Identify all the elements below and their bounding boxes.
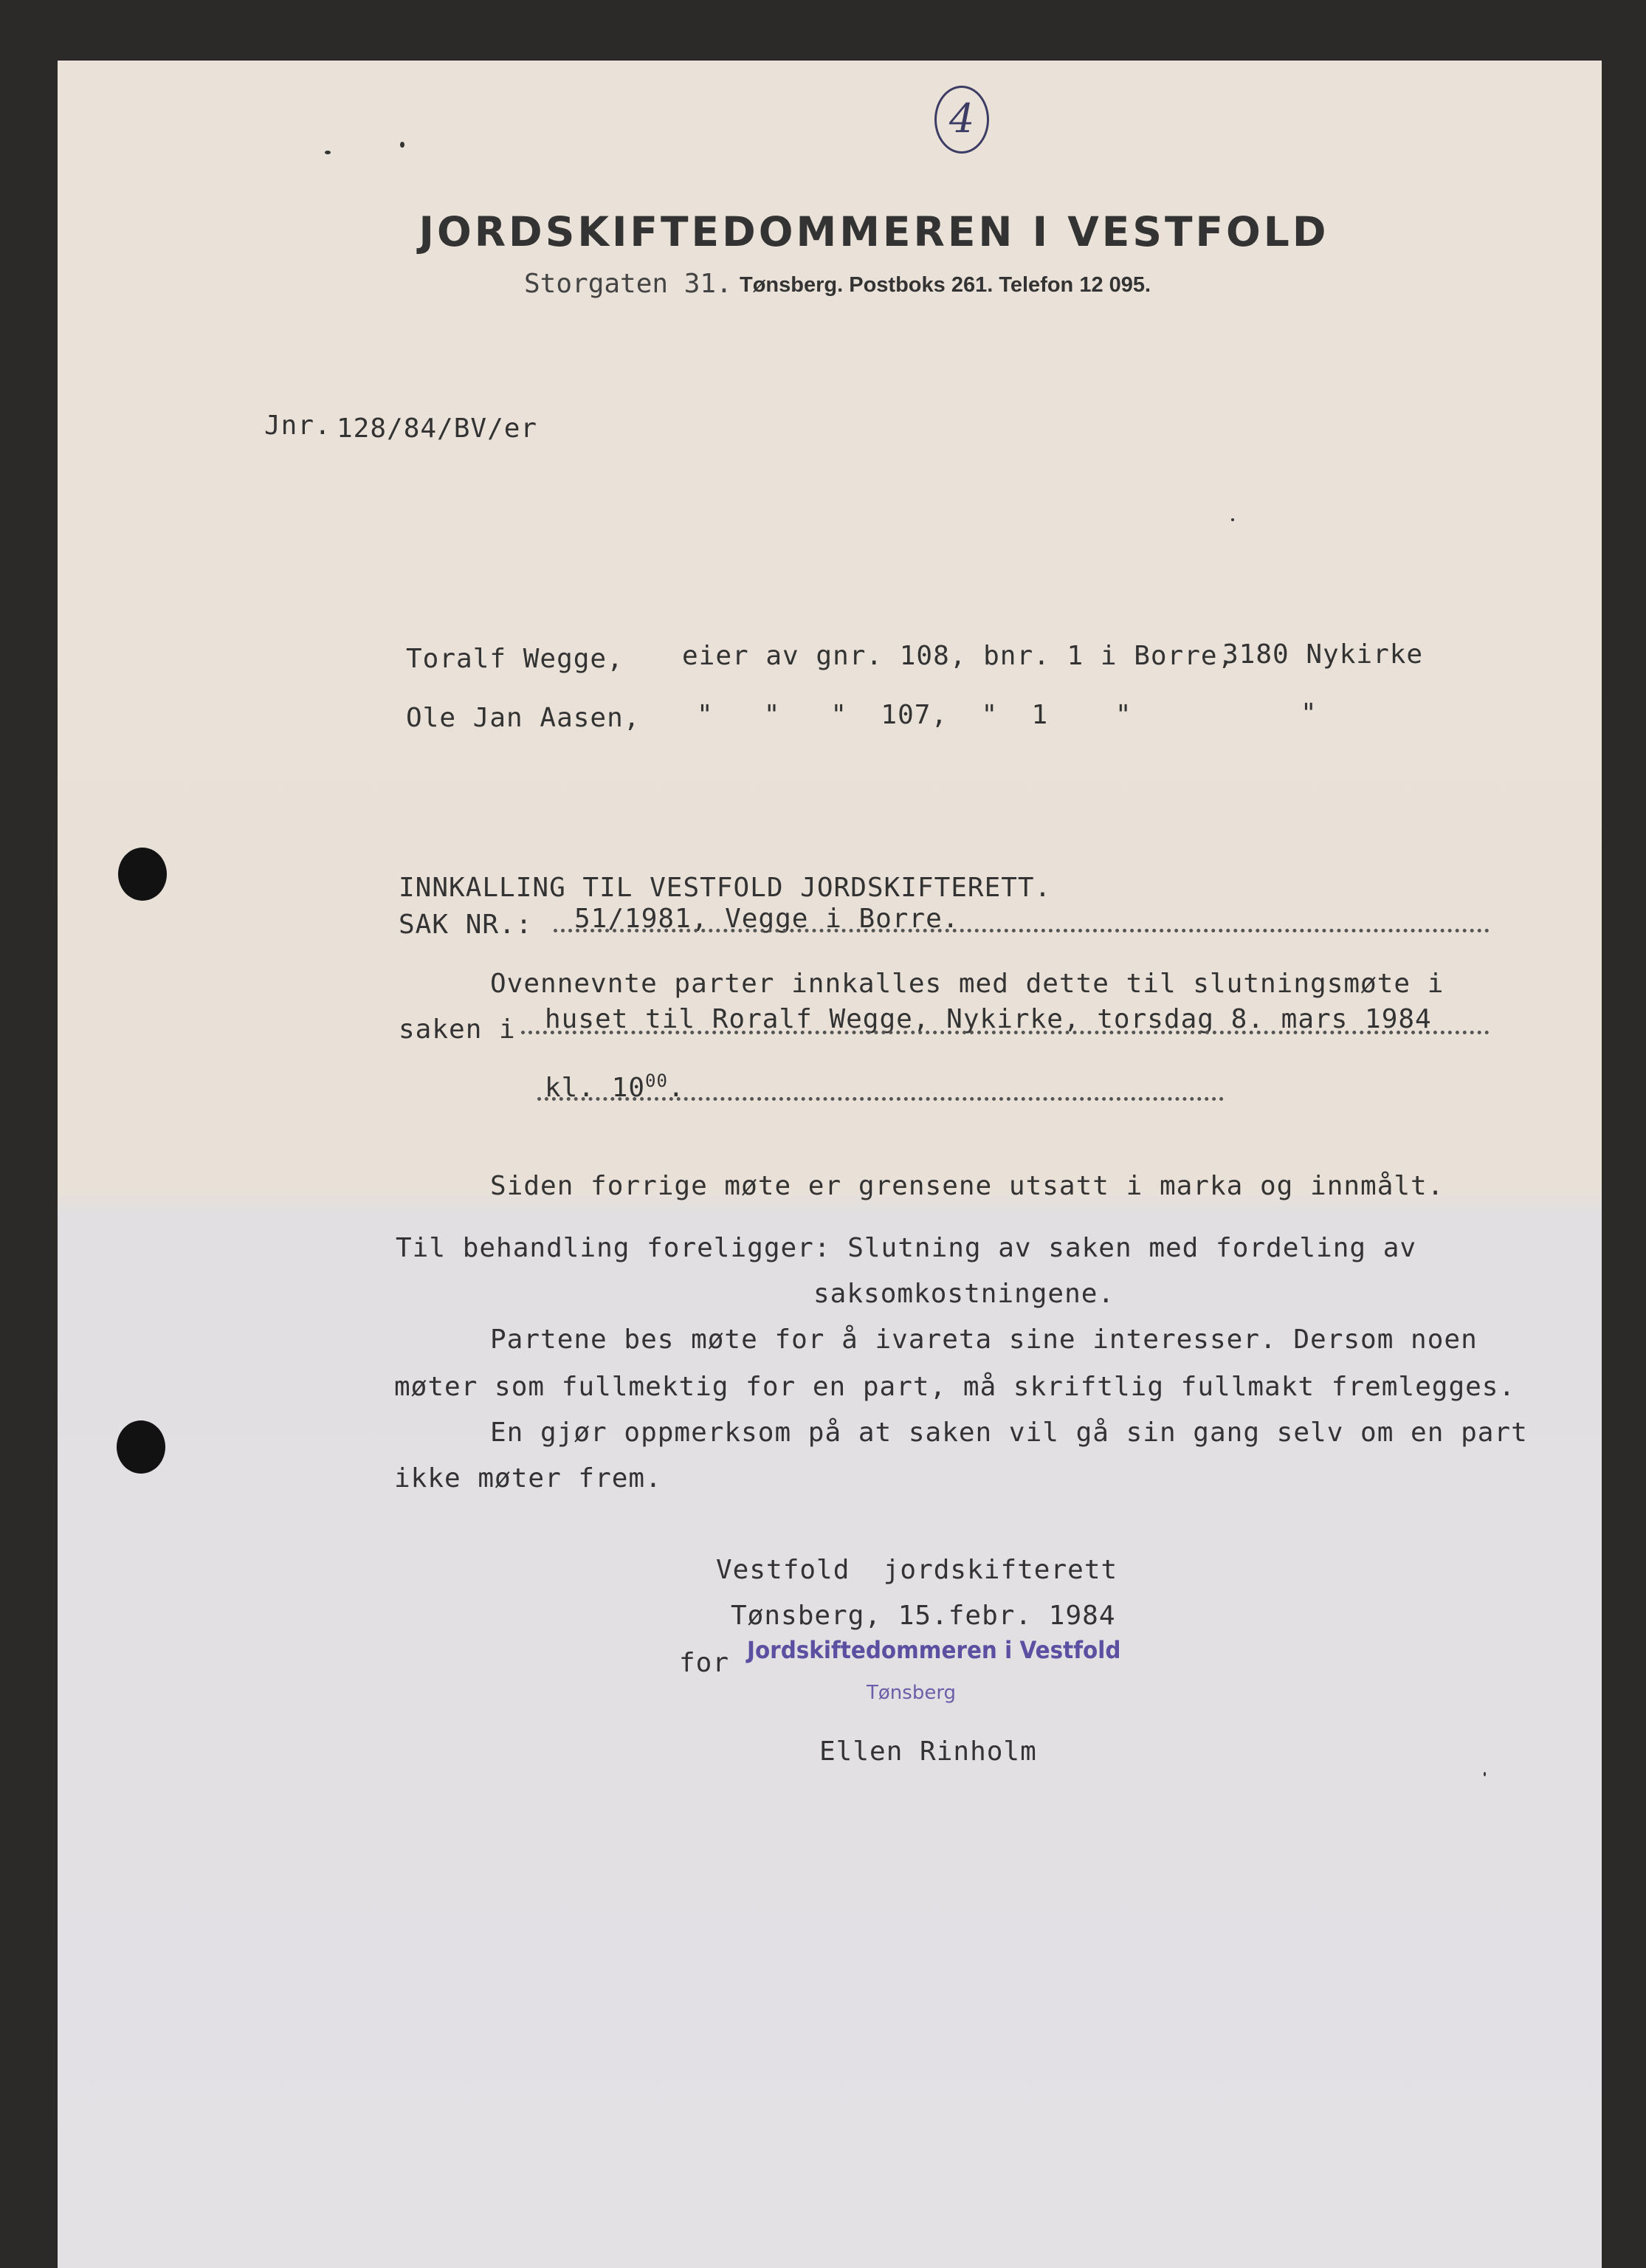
case-number: 51/1981, Vegge i Borre. [574, 904, 960, 934]
body-line: Partene bes møte for å ivareta sine interesser. Dersom noen [490, 1324, 1478, 1355]
notice-paragraph-line: Ovennevnte parter innkalles med dette til slutningsmøte i [490, 969, 1444, 999]
recipient-property: " " " 107, " 1 " [697, 700, 1132, 730]
body-line: møter som fullmektig for en part, må skriftlig fullmakt fremlegges. [394, 1372, 1516, 1402]
punch-hole-top [118, 848, 167, 901]
punch-hole-bottom [117, 1420, 165, 1474]
letterhead-street: Storgaten 31. [524, 269, 732, 299]
body-line: Til behandling foreligger: Slutning av saken med fordeling av [396, 1233, 1417, 1263]
paper-speck [325, 151, 331, 154]
dotted-fill-line [537, 1097, 1224, 1101]
paper-speck [1231, 518, 1234, 521]
recipient-property: eier av gnr. 108, bnr. 1 i Borre, [682, 641, 1235, 671]
journal-number: 128/84/BV/er [337, 413, 538, 444]
circled-page-number: 4 [934, 86, 989, 154]
dotted-fill-line [554, 929, 1490, 932]
signer-name: Ellen Rinholm [819, 1736, 1037, 1767]
notice-paragraph-prefix: saken i [399, 1014, 516, 1045]
paper-speck [400, 142, 404, 148]
journal-label: Jnr. [264, 410, 331, 441]
body-line: En gjør oppmerksom på at saken vil gå sin gang selv om en part [490, 1418, 1528, 1448]
letterhead-title: JORDSKIFTEDOMMEREN I VESTFOLD [419, 208, 1329, 255]
letterhead-contact: Tønsberg. Postboks 261. Telefon 12 095. [740, 273, 1151, 297]
recipient-name: Ole Jan Aasen, [406, 703, 641, 733]
case-label: SAK NR.: [399, 910, 533, 940]
meeting-time-minutes: 00 [645, 1071, 668, 1091]
meeting-time-hour: kl. 10 [545, 1073, 646, 1103]
body-line: ikke møter frem. [394, 1463, 662, 1494]
rubber-stamp-title: Jordskiftedommeren i Vestfold [747, 1636, 1121, 1664]
document-page [58, 61, 1602, 2268]
body-line: Siden forrige møte er grensene utsatt i marka og innmålt. [490, 1171, 1444, 1201]
notice-heading: INNKALLING TIL VESTFOLD JORDSKIFTERETT. [399, 873, 1052, 903]
rubber-stamp-place: Tønsberg [867, 1682, 957, 1704]
for-label: for [679, 1648, 730, 1678]
meeting-location-date: huset til Roralf Wegge, Nykirke, torsdag 8. mars 1984 [545, 1004, 1432, 1034]
place-date: Tønsberg, 15.febr. 1984 [731, 1601, 1116, 1631]
body-line: saksomkostningene. [813, 1279, 1115, 1309]
meeting-time-suffix: . [667, 1073, 685, 1103]
recipient-place: 3180 Nykirke [1222, 639, 1424, 670]
dotted-fill-line [521, 1031, 1490, 1034]
recipient-name: Toralf Wegge, [406, 644, 624, 674]
paper-speck [1484, 1772, 1486, 1776]
recipient-place: " [1301, 698, 1318, 729]
court-name: Vestfold jordskifterett [716, 1555, 1118, 1585]
